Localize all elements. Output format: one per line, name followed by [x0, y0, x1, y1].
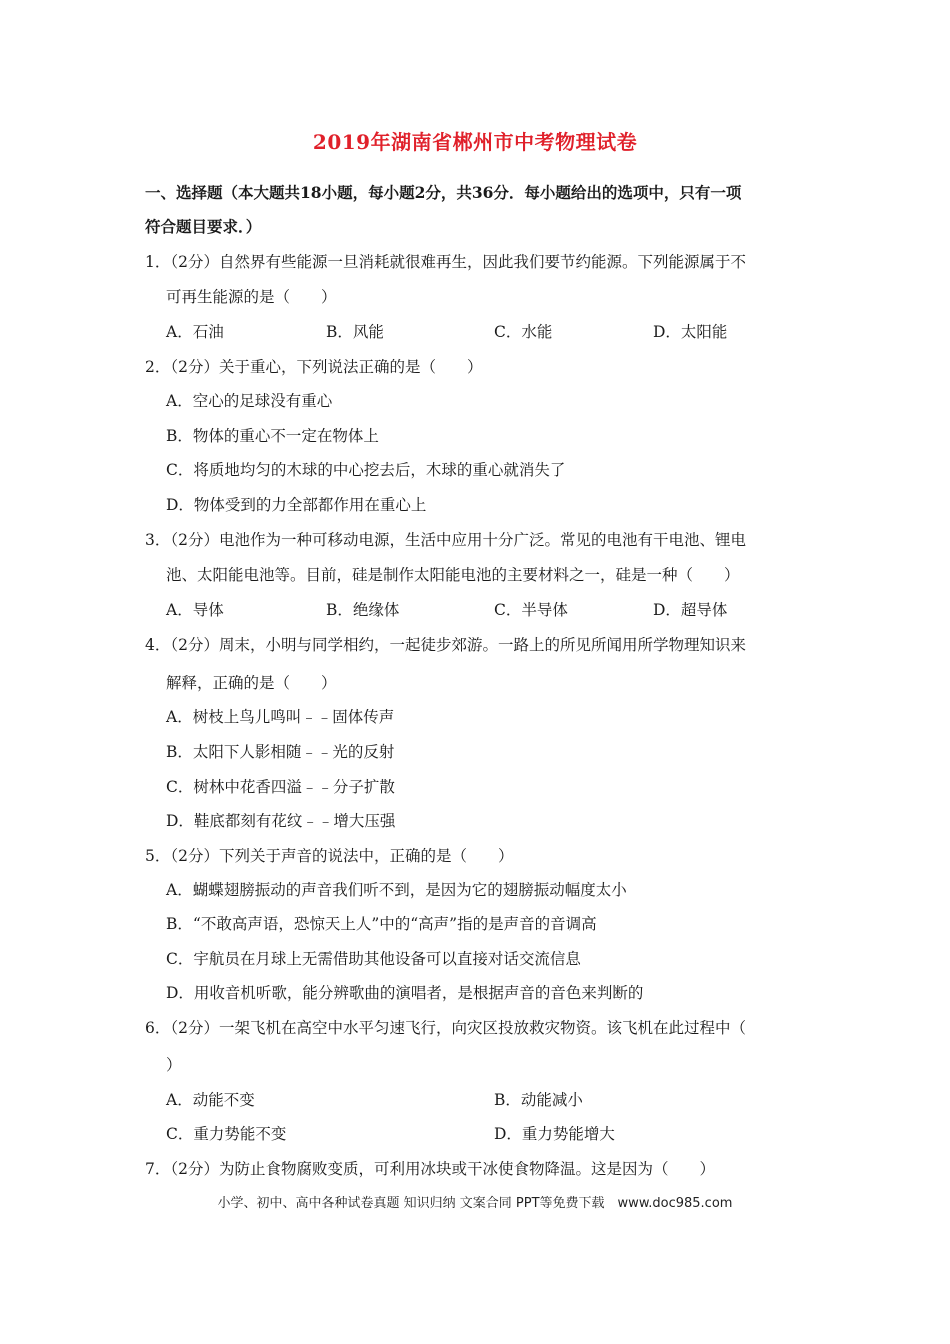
question-3-stem: 3．（2分）电池作为一种可移动电源，生活中应用十分广泛。常见的电池有干电池、锂电: [145, 531, 746, 549]
question-6-option-a: A．动能不变: [166, 1091, 255, 1109]
section-heading: 一、选择题（本大题共18小题，每小题2分，共36分．每小题给出的选项中，只有一项: [145, 183, 742, 202]
section-heading-cont: 符合题目要求．）: [145, 217, 262, 236]
question-6-option-c: C．重力势能不变: [166, 1125, 287, 1143]
question-3-option-c: C．半导体: [494, 601, 568, 619]
question-1-option-b: B．风能: [326, 323, 384, 341]
question-1-option-a: A．石油: [166, 323, 224, 341]
question-4-stem-cont: 解释，正确的是（ ）: [166, 674, 337, 692]
question-2-stem: 2．（2分）关于重心，下列说法正确的是（ ）: [145, 358, 483, 376]
question-6-stem: 6．（2分）一架飞机在高空中水平匀速飞行，向灾区投放救灾物资。该飞机在此过程中（: [145, 1019, 746, 1037]
question-2-option-c: C．将质地均匀的木球的中心挖去后，木球的重心就消失了: [166, 461, 566, 479]
question-4-option-d: D．鞋底都刻有花纹﹣﹣增大压强: [166, 812, 396, 830]
question-1-stem: 1．（2分）自然界有些能源一旦消耗就很难再生，因此我们要节约能源。下列能源属于不: [145, 253, 746, 271]
question-5-option-c: C．宇航员在月球上无需借助其他设备可以直接对话交流信息: [166, 950, 581, 968]
question-3-option-a: A．导体: [166, 601, 224, 619]
question-2-option-b: B．物体的重心不一定在物体上: [166, 427, 379, 445]
page-title: 2019年湖南省郴州市中考物理试卷: [312, 130, 638, 154]
question-2-option-d: D．物体受到的力全部都作用在重心上: [166, 496, 427, 514]
question-4-option-a: A．树枝上鸟儿鸣叫﹣﹣固体传声: [166, 708, 395, 726]
question-2-option-a: A．空心的足球没有重心: [166, 392, 333, 410]
question-1-option-d: D．太阳能: [653, 323, 728, 341]
question-1-option-c: C．水能: [494, 323, 553, 341]
question-4-option-b: B．太阳下人影相随﹣﹣光的反射: [166, 743, 395, 761]
question-3-stem-cont: 池、太阳能电池等。目前，硅是制作太阳能电池的主要材料之一，硅是一种（ ）: [166, 566, 740, 584]
page-footer: 小学、初中、高中各种试卷真题 知识归纳 文案合同 PPT等免费下载 www.doc985.com: [217, 1196, 733, 1211]
question-7-stem: 7．（2分）为防止食物腐败变质，可利用冰块或干冰使食物降温。这是因为（ ）: [145, 1160, 715, 1178]
question-5-stem: 5．（2分）下列关于声音的说法中，正确的是（ ）: [145, 847, 514, 865]
question-3-option-d: D．超导体: [653, 601, 728, 619]
question-4-stem: 4．（2分）周末，小明与同学相约，一起徒步郊游。一路上的所见所闻用所学物理知识来: [145, 636, 746, 654]
question-6-option-d: D．重力势能增大: [494, 1125, 615, 1143]
question-6-option-b: B．动能减小: [494, 1091, 583, 1109]
question-5-option-b: B．“不敢高声语，恐惊天上人”中的“高声”指的是声音的音调高: [166, 915, 597, 933]
question-3-option-b: B．绝缘体: [326, 601, 400, 619]
question-1-stem-cont: 可再生能源的是（ ）: [166, 288, 337, 306]
question-5-option-d: D．用收音机听歌，能分辨歌曲的演唱者，是根据声音的音色来判断的: [166, 984, 644, 1002]
question-4-option-c: C．树林中花香四溢﹣﹣分子扩散: [166, 778, 395, 796]
question-5-option-a: A．蝴蝶翅膀振动的声音我们听不到，是因为它的翅膀振动幅度太小: [166, 881, 627, 899]
question-6-stem-cont: ）: [166, 1056, 182, 1074]
